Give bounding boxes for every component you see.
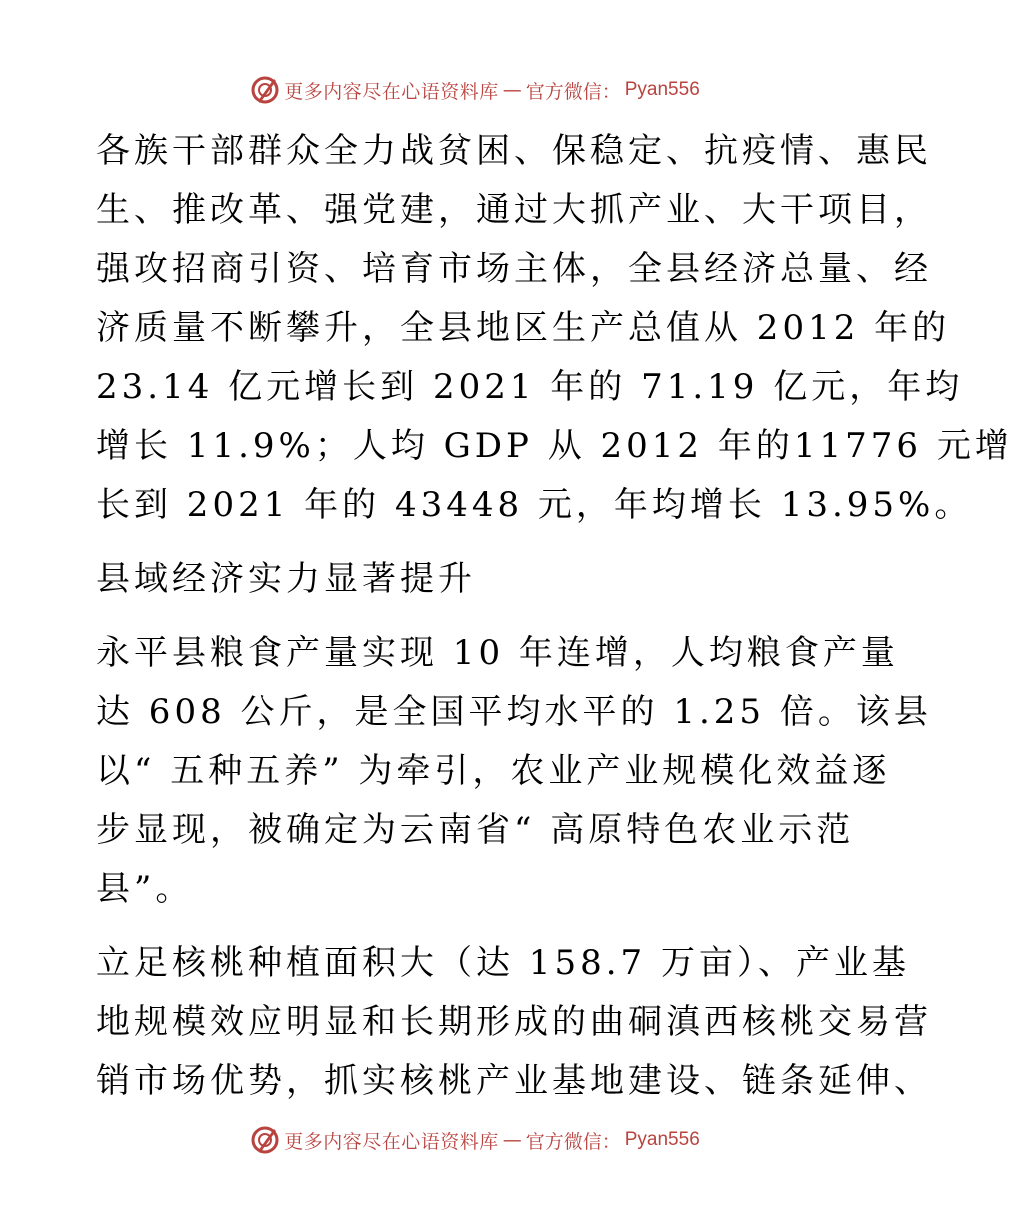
paragraph-1 <box>96 122 1013 535</box>
paragraph-3 <box>96 934 932 1111</box>
text-line: 县”。 <box>96 869 194 909</box>
header-banner <box>0 70 950 110</box>
paragraph-spacer <box>96 535 856 550</box>
text-line: 长到 2021 年的 43448 元，年均增长 13.95%。 <box>96 485 973 525</box>
text-line: 永平县粮食产量实现 10 年连增，人均粮食产量 <box>96 633 899 673</box>
banner-slogan: 更多内容尽在心语资料库 <box>284 80 499 103</box>
text-line: 达 608 公斤，是全国平均水平的 1.25 倍。该县 <box>96 692 932 732</box>
banner-wechat-label: 官方微信： <box>525 80 621 103</box>
paragraph-2 <box>96 624 932 919</box>
section-heading: 县域经济实力显著提升 <box>96 559 476 599</box>
document-body <box>96 122 1013 1111</box>
banner-slogan: 更多内容尽在心语资料库 <box>284 1130 499 1153</box>
text-line: 济质量不断攀升，全县地区生产总值从 2012 年的 <box>96 308 951 348</box>
text-line: 地规模效应明显和长期形成的曲硐滇西核桃交易营 <box>96 1002 932 1042</box>
header-banner-content <box>250 75 700 105</box>
text-line: 23.14 亿元增长到 2021 年的 71.19 亿元，年均 <box>96 367 964 407</box>
text-line: 以“ 五种五养” 为牵引，农业产业规模化效益逐 <box>96 751 891 791</box>
banner-separator: — <box>502 1129 522 1151</box>
quill-logo-icon <box>250 1125 280 1155</box>
banner-wechat-id: Pyan556 <box>624 1129 700 1150</box>
text-line: 生、推改革、强党建，通过大抓产业、大干项目， <box>96 190 932 230</box>
text-line: 立足核桃种植面积大（达 158.7 万亩）、产业基 <box>96 943 910 983</box>
banner-wechat-id: Pyan556 <box>624 79 700 100</box>
quill-logo-icon <box>250 75 280 105</box>
text-line: 强攻招商引资、培育市场主体，全县经济总量、经 <box>96 249 932 289</box>
paragraph-spacer <box>96 609 856 624</box>
footer-banner-content <box>250 1125 700 1155</box>
banner-wechat-label: 官方微信： <box>525 1130 621 1153</box>
text-line: 步显现，被确定为云南省“ 高原特色农业示范 <box>96 810 855 850</box>
paragraph-spacer <box>96 919 856 934</box>
text-line: 各族干部群众全力战贫困、保稳定、抗疫情、惠民 <box>96 131 932 171</box>
text-line: 增长 11.9%；人均 GDP 从 2012 年的11776 元增 <box>96 426 1013 466</box>
banner-separator: — <box>502 79 522 101</box>
text-line: 销市场优势，抓实核桃产业基地建设、链条延伸、 <box>96 1061 932 1101</box>
footer-banner <box>0 1120 950 1160</box>
